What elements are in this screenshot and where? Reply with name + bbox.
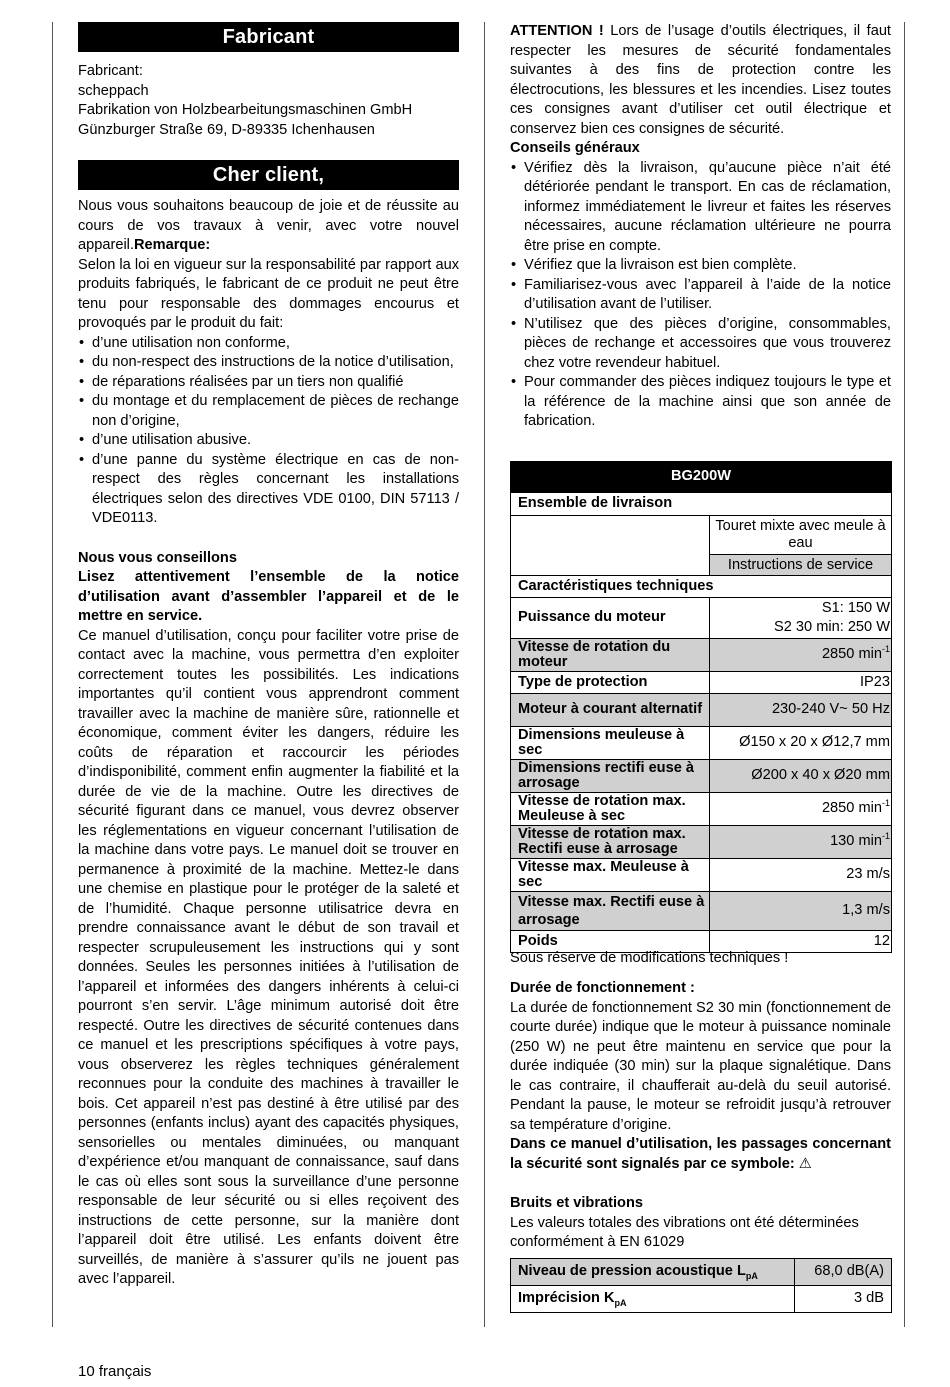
protection-label: Type de protection (511, 671, 710, 693)
dry-speed-label: Vitesse max. Meuleuse à sec (511, 858, 710, 891)
wet-rotation-exponent: -1 (881, 831, 890, 842)
weight-value: 12 (710, 930, 892, 952)
wet-rotation-label: Vitesse de rotation max. Rectifi euse à arrosage (511, 825, 710, 858)
motor-power-label: Puissance du moteur (511, 597, 710, 638)
motor-speed-number: 2850 min (821, 646, 882, 662)
list-item: • d’une utilisation abusive. (78, 431, 459, 451)
dry-rotation-number: 2850 min (821, 800, 882, 816)
wet-dimension-label: Dimensions rectifi euse à arrosage (511, 759, 710, 792)
intro-text: Nous vous souhaitons beaucoup de joie et de réussite au cours de vos travaux à venir, avec votre nouvel appareil. (78, 198, 459, 253)
motor-power-s2: S2 30 min: 250 W (774, 618, 890, 635)
right-column (510, 22, 891, 1313)
fabricant-heading: Fabricant (78, 22, 459, 52)
page-number: 10 français (78, 1363, 152, 1380)
attention-text: Lors de l’usage d’outils électriques, il faut respecter les mesures de sécurité fondamentales suivantes à des fins de protection contre les électrocutions, les blessures et les incendies. Lisez toutes ces consignes avant d’utiliser cet outil électrique et conservez bien ces consignes de sécurité. (510, 23, 891, 137)
delivery-item: Instructions de service (710, 554, 892, 575)
pressure-label-text: Niveau de pression acoustique L (518, 1263, 746, 1279)
uncertainty-label (511, 1285, 795, 1312)
weight-label: Poids (511, 930, 710, 952)
list-item: • du non-respect des instructions de la notice d’utilisation, (78, 353, 459, 373)
dry-rotation-exponent: -1 (881, 798, 890, 809)
list-item: • Pour commander des pièces indiquez toujours le type et la référence de la machine ainsi que son année de fabrication. (510, 373, 891, 432)
pressure-value: 68,0 dB(A) (795, 1258, 892, 1285)
spec-table (510, 461, 892, 953)
motor-power-s1: S1: 150 W (821, 599, 890, 616)
noise-heading: Bruits et vibrations (510, 1195, 643, 1211)
fabricant-line: Fabricant: (78, 63, 143, 79)
cher-client-heading: Cher client, (78, 160, 459, 190)
list-item: • Vérifiez dès la livraison, qu’aucune pièce n’ait été détériorée pendant le transport. En cas de réclamation, informez immédiatement le livreur et faites les réserves nécessaires, aucune réclamation ultérieure ne pourra être prise en compte. (510, 159, 891, 257)
uncertainty-label-sub: pA (614, 1297, 627, 1308)
safety-note: Dans ce manuel d’utilisation, les passages concernant la sécurité sont signalés par ce symbole: ⚠ (510, 1136, 891, 1172)
fabricant-line: Fabrikation von Holzbearbeitungsmaschinen GmbH (78, 102, 413, 118)
right-margin-rule (904, 22, 905, 1327)
pressure-label-sub: pA (745, 1270, 758, 1281)
dry-dimension-label: Dimensions meuleuse à sec (511, 726, 710, 759)
wet-speed-value: 1,3 m/s (710, 891, 892, 930)
ac-motor-label: Moteur à courant alternatif (511, 693, 710, 726)
list-item: • Vérifiez que la livraison est bien complète. (510, 256, 891, 276)
duration-paragraph: La durée de fonctionnement S2 30 min (fonctionnement de courte durée) indique que le moteur à puissance nominale (250 W) ne peut être maintenu en service que pour la durée indiquée (30 min) sur la plaque signalétique. Dans le cas contraire, il chaufferait au-delà du seuil autorisé. Pendant la pause, le moteur se refroidit jusqu’à retrouver sa température d’origine. (510, 999, 891, 1133)
fabricant-line: scheppach (78, 82, 149, 99)
delivery-item: Touret mixte avec meule à eau (710, 515, 892, 554)
motor-power-value (710, 597, 892, 638)
pressure-label (511, 1258, 795, 1285)
remarque-label: Remarque: (133, 237, 211, 253)
tech-heading: Caractéristiques techniques (511, 575, 892, 597)
wet-dimension-value: Ø200 x 40 x Ø20 mm (710, 759, 892, 792)
fabricant-address (78, 62, 459, 140)
dry-rotation-value (710, 792, 892, 825)
wet-speed-label: Vitesse max. Rectifi euse à arrosage (511, 891, 710, 930)
ac-motor-value: 230-240 V~ 50 Hz (710, 693, 892, 726)
dry-speed-value: 23 m/s (710, 858, 892, 891)
center-column-rule (484, 22, 485, 1327)
reserve-note: Sous réserve de modifications techniques ! (510, 949, 789, 966)
list-item: • d’une utilisation non conforme, (78, 334, 459, 354)
general-heading: Conseils généraux (510, 140, 640, 156)
attention-paragraph (510, 22, 891, 139)
dry-rotation-label: Vitesse de rotation max. Meuleuse à sec (511, 792, 710, 825)
fabricant-line: Günzburger Straße 69, D-89335 Ichenhausen (78, 121, 375, 138)
list-item: • Familiarisez-vous avec l’appareil à l’aide de la notice d’utilisation avant de l’utiliser. (510, 276, 891, 315)
dry-dimension-value: Ø150 x 20 x Ø12,7 mm (710, 726, 892, 759)
general-advice-list (510, 159, 891, 432)
remarque-text: Selon la loi en vigueur sur la responsabilité par rapport aux produits fabriqués, le fabricant de ce produit ne peut être tenu pour responsable des dommages encourus et provoqués par le produit du fait: (78, 256, 459, 331)
list-item: • d’une panne du système électrique en cas de non-respect des règles concernant les installations électriques selon des directives VDE 0100, DIN 57113 / VDE0113. (78, 451, 459, 529)
delivery-heading: Ensemble de livraison (511, 492, 892, 515)
list-item: • N’utilisez que des pièces d’origine, consommables, pièces de rechange et accessoires que vous trouverez chez votre revendeur habituel. (510, 315, 891, 374)
protection-value: IP23 (710, 671, 892, 693)
duration-heading: Durée de fonctionnement : (510, 980, 695, 996)
motor-speed-value (710, 638, 892, 671)
motor-speed-exponent: -1 (881, 644, 890, 655)
uncertainty-value: 3 dB (795, 1285, 892, 1312)
delivery-blank-cell (511, 515, 710, 575)
list-item: • du montage et du remplacement de pièces de rechange non d’origine, (78, 392, 459, 431)
noise-table (510, 1258, 892, 1313)
noise-paragraph: Les valeurs totales des vibrations ont été déterminées conformément à EN 61029 (510, 1214, 859, 1250)
attention-label: ATTENTION ! (510, 23, 604, 39)
left-margin-rule (52, 22, 53, 1327)
wet-rotation-value (710, 825, 892, 858)
model-header: BG200W (511, 461, 892, 492)
list-item: • de réparations réalisées par un tiers non qualifié (78, 373, 459, 393)
intro-paragraph (78, 197, 459, 256)
motor-speed-label: Vitesse de rotation du moteur (511, 638, 710, 671)
wet-rotation-number: 130 min (830, 833, 882, 849)
liability-list (78, 334, 459, 529)
manual-paragraph: Ce manuel d’utilisation, conçu pour faciliter votre prise de contact avec la machine, vous permettra d’en exploiter correctement toutes les possibilités. Les indications importantes qu’il contient vous apprendront comment travailler avec la machine de manière sûre, rationnelle et économique, comment éviter les dangers, réduire les coûts de réparation et raccourcir les périodes d’indisponibilité, comment enfin augmenter la fiabilité et la durée de vie de la machine. Outre les directives de sécurité figurant dans ce manuel, vous devrez observer les réglementations en vigueur concernant l’utilisation de la machine dans votre pays. Le manuel doit se trouver en permanence à proximité de la machine. Mettez-le dans une chemise en plastique pour le protéger de la saleté et de l’humidité. Chaque personne utilisatrice devra en prendre connaissance avant le début de son travail et respecter scrupuleusement les instructions qui y sont données. Seules les personnes initiées à l’utilisation de l’appareil et informées des dangers inhérents à celui-ci pourront s’en servir. L’âge minimum autorisé doit être respecté. Outre les directives de sécurité contenues dans ce manuel et les prescriptions spécifiques à votre pays, vous observerez les règles techniques généralement reconnues pour la conduite des machines à travailler le bois. Cet appareil n’est pas destiné à être utilisé par des personnes (enfants inclus) ayant des capacités physiques, sensorielles ou mentales diminuées, ou manquant d’expérience et/ou manquant de connaissance, sauf dans le cas où elles sont sous la surveillance d’une personne responsable de leur sécurité ou si elles reçoivent des instructions de cette personne, sur la manière dont l’appareil doit être utilisé. Les enfants doivent être surveillés, de manière à s’assurer qu’ils ne jouent pas avec l’appareil. (78, 627, 459, 1287)
left-column (78, 22, 459, 1290)
conseils-heading: Nous vous conseillons (78, 549, 237, 566)
uncertainty-label-text: Imprécision K (518, 1290, 615, 1306)
conseils-bold-text: Lisez attentivement l’ensemble de la notice d’utilisation avant d’assembler l’appareil et de le mettre en service. (78, 569, 459, 624)
